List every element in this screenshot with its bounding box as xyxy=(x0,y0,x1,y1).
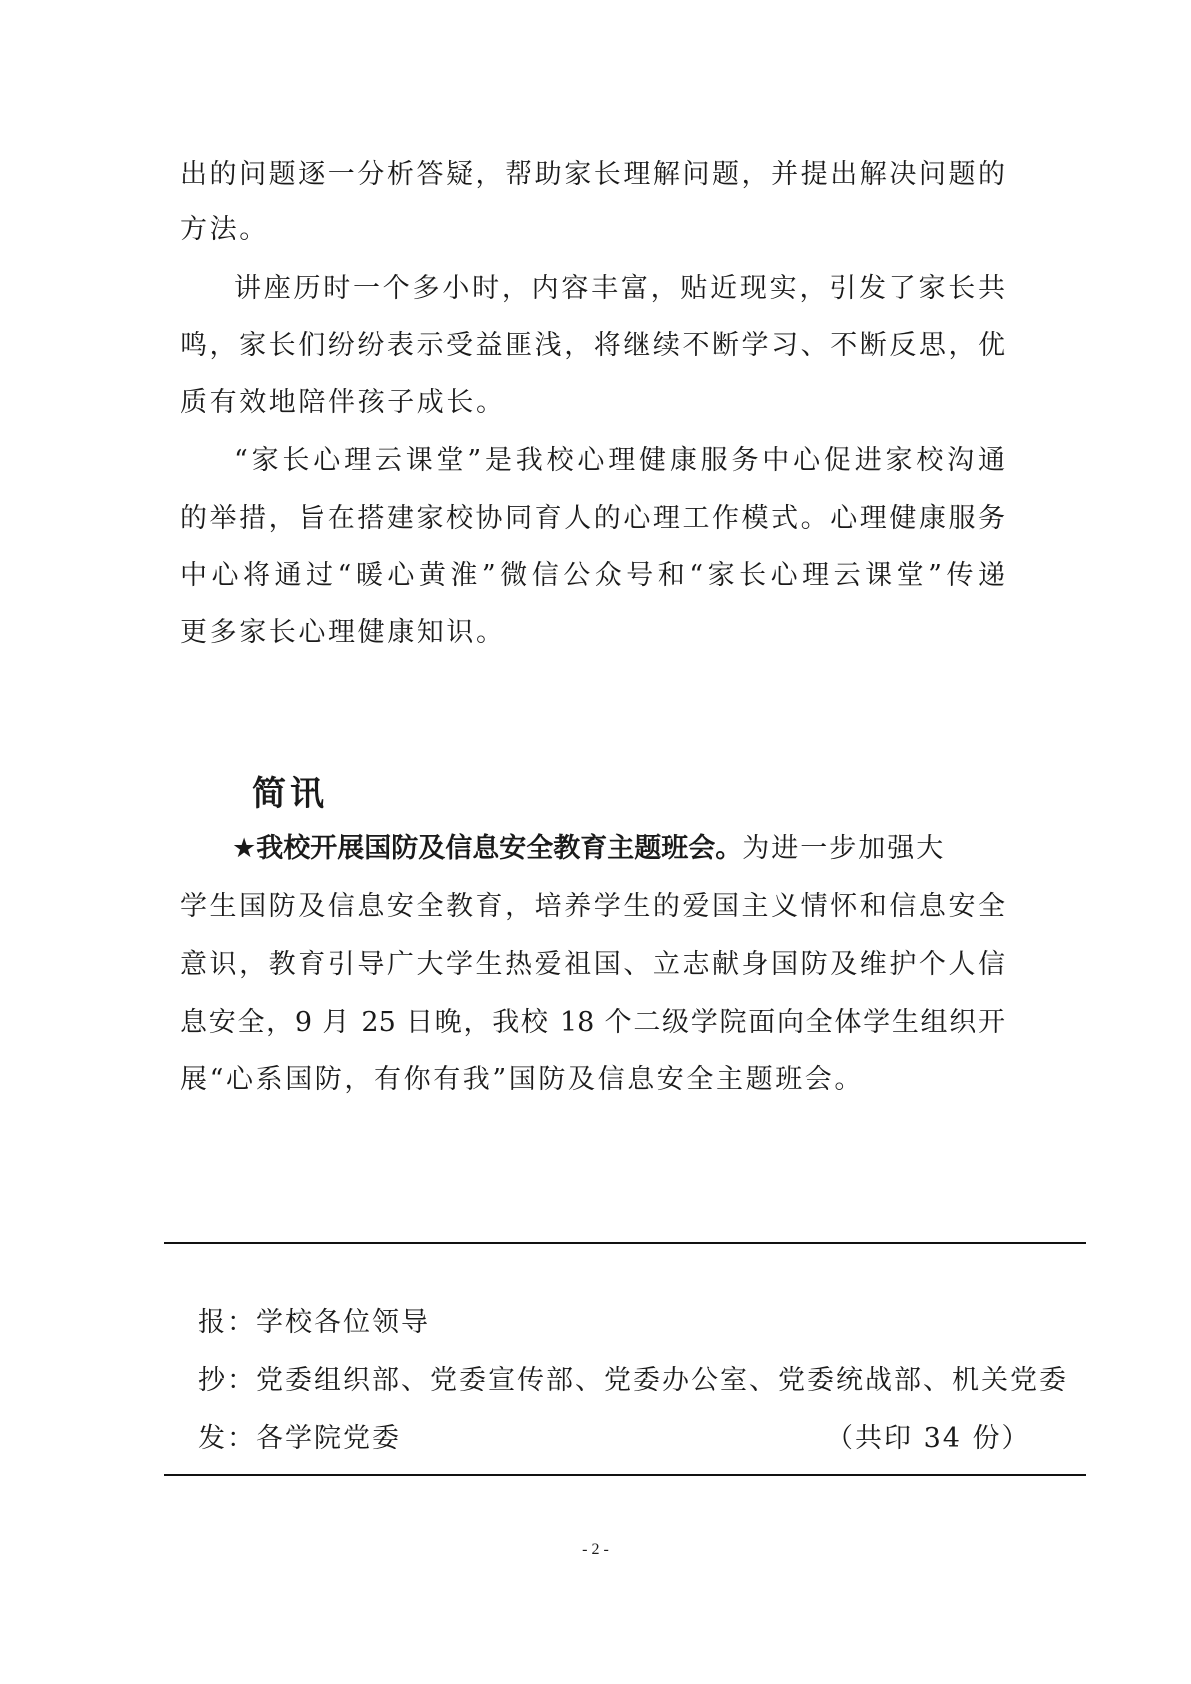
body-line: 方法。 xyxy=(180,214,269,245)
report-label: 报： xyxy=(198,1307,256,1338)
body-line: 学生国防及信息安全教育，培养学生的爱国主义情怀和信息安全 xyxy=(180,891,1005,922)
copy-label: 抄： xyxy=(198,1365,256,1396)
body-line: 中心将通过“暖心黄淮”微信公众号和“家长心理云课堂”传递 xyxy=(180,560,1005,591)
brief-item-first-line xyxy=(232,826,945,865)
body-line: 鸣，家长们纷纷表示受益匪浅，将继续不断学习、不断反思，优 xyxy=(180,330,1005,361)
report-to-row xyxy=(198,1300,430,1339)
send-to-row xyxy=(198,1416,401,1455)
body-line: 更多家长心理健康知识。 xyxy=(180,617,506,648)
page-number: - 2 - xyxy=(582,1541,609,1558)
body-line: 的举措，旨在搭建家校协同育人的心理工作模式。心理健康服务 xyxy=(180,503,1005,534)
report-value: 学校各位领导 xyxy=(256,1307,430,1338)
body-line: 出的问题逐一分析答疑，帮助家长理解问题，并提出解决问题的 xyxy=(180,159,1005,190)
body-line: “家长心理云课堂”是我校心理健康服务中心促进家校沟通 xyxy=(234,445,1005,476)
copy-to-row xyxy=(198,1358,1068,1397)
body-line: 意识，教育引导广大学生热爱祖国、立志献身国防及维护个人信 xyxy=(180,949,1005,980)
body-line: 质有效地陪伴孩子成长。 xyxy=(180,387,506,418)
body-line: 展“心系国防，有你有我”国防及信息安全主题班会。 xyxy=(180,1064,865,1095)
divider-top xyxy=(164,1242,1086,1244)
print-copies: （共印 34 份） xyxy=(826,1423,1031,1454)
section-heading: 简讯 xyxy=(252,774,328,814)
body-line: 息安全，9 月 25 日晚，我校 18 个二级学院面向全体学生组织开 xyxy=(180,1007,1005,1038)
divider-bottom xyxy=(164,1474,1086,1476)
body-line: 讲座历时一个多小时，内容丰富，贴近现实，引发了家长共 xyxy=(234,273,1005,304)
send-value: 各学院党委 xyxy=(256,1423,401,1454)
brief-item-text: 为进一步加强大 xyxy=(742,833,946,864)
send-label: 发： xyxy=(198,1423,256,1454)
brief-item-title: ★我校开展国防及信息安全教育主题班会。 xyxy=(232,833,743,864)
copy-value: 党委组织部、党委宣传部、党委办公室、党委统战部、机关党委 xyxy=(256,1365,1068,1396)
